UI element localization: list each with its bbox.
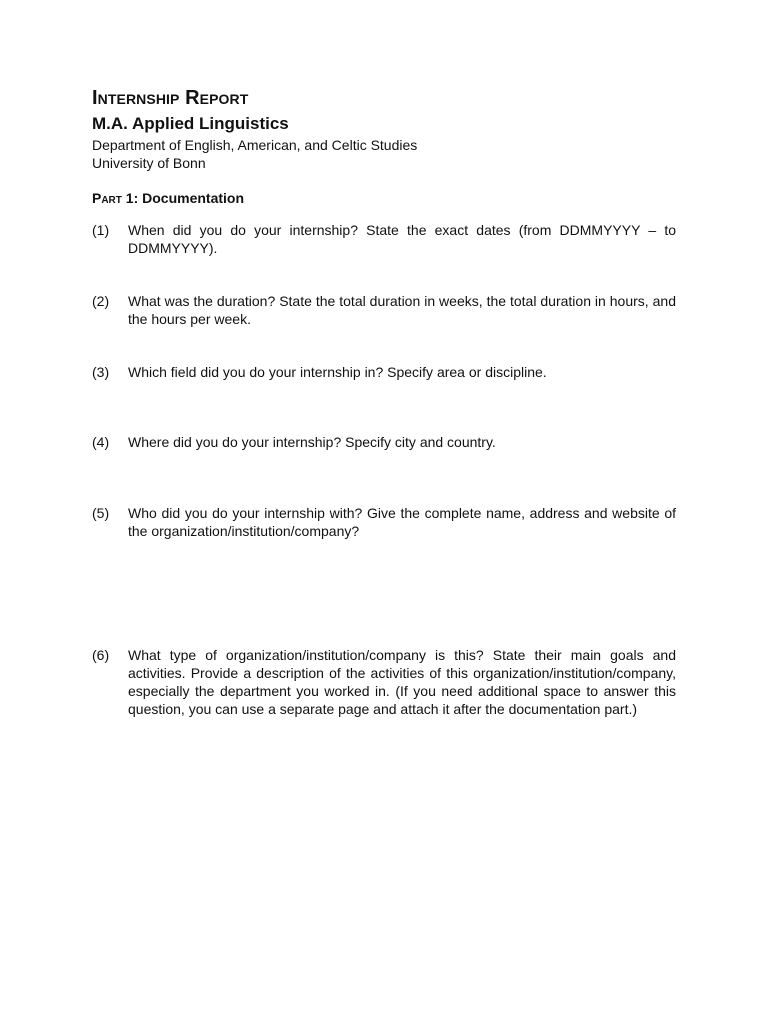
question-text: Where did you do your internship? Specify city and country.: [128, 434, 496, 450]
question-text: What was the duration? State the total duration in weeks, the total duration in hours, and the hours per week.: [128, 293, 676, 327]
question-number: (1): [92, 222, 110, 238]
university-name: University of Bonn: [92, 155, 206, 171]
question-text: Which field did you do your internship in? Specify area or discipline.: [128, 364, 547, 380]
question-item: [92, 292, 676, 328]
question-text: What type of organization/institution/company is this? State their main goals and activities. Provide a description of the activities of this organization/institution/company, especially the department you worked in. (If you need additional space to answer this question, you can use a separate page and attach it after the documentation part.): [128, 647, 676, 717]
question-number: (4): [92, 434, 110, 450]
question-item: [92, 504, 676, 540]
question-text: When did you do your internship? State the exact dates (from DDMMYYYY – to DDMMYYYY).: [128, 222, 676, 256]
question-number: (2): [92, 293, 110, 309]
question-number: (5): [92, 505, 110, 521]
question-item: [92, 433, 676, 451]
question-item: [92, 221, 676, 257]
program-subtitle: M.A. Applied Linguistics: [92, 114, 289, 133]
part-label: Part 1: [92, 190, 134, 206]
question-number: (6): [92, 647, 110, 663]
document-title: Internship Report: [92, 87, 249, 109]
part-name: : Documentation: [133, 190, 245, 206]
question-item: [92, 646, 676, 718]
question-text: Who did you do your internship with? Give the complete name, address and website of the organization/institution/company?: [128, 505, 676, 539]
question-item: [92, 363, 676, 381]
department-name: Department of English, American, and Celtic Studies: [92, 137, 418, 153]
question-number: (3): [92, 364, 110, 380]
part-heading: [92, 189, 244, 207]
